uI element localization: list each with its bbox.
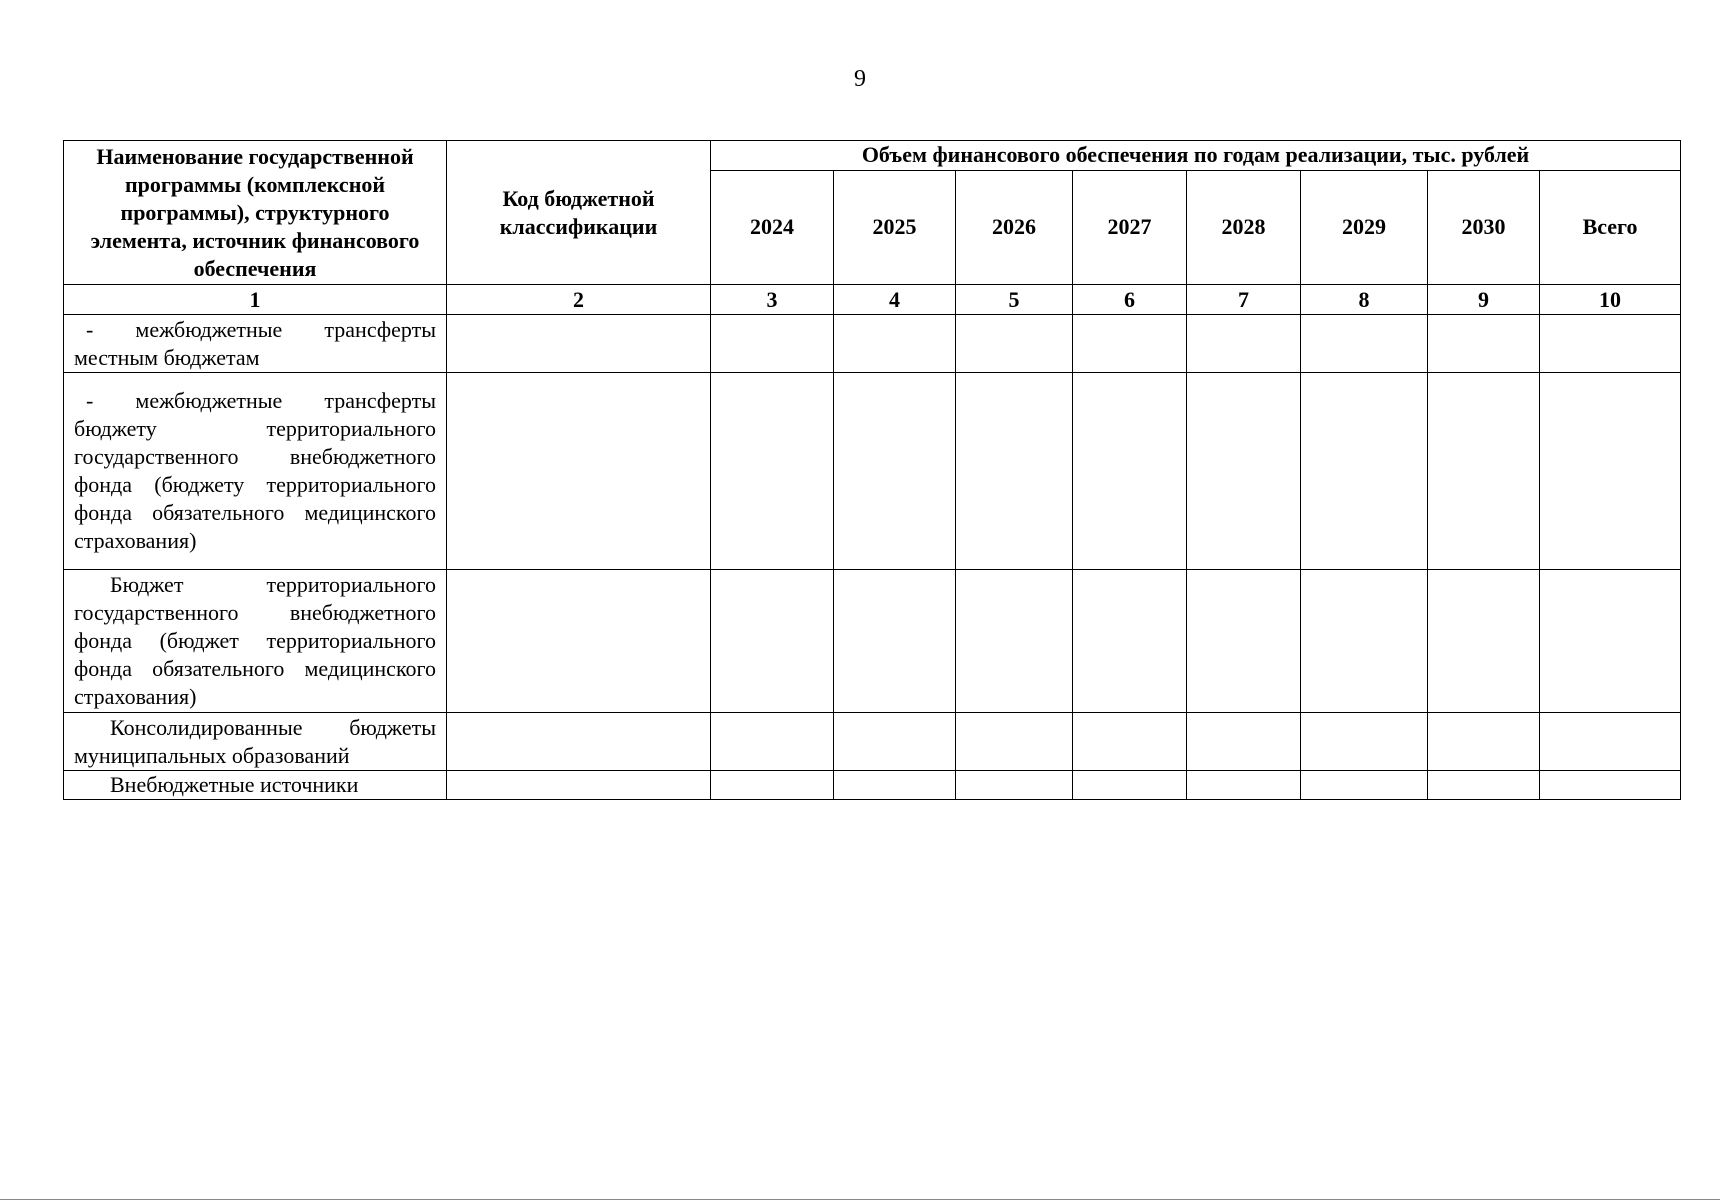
table-cell <box>834 315 956 373</box>
table-cell <box>447 373 711 570</box>
row-name: - межбюджетные трансферты бюджету территориального государственного внебюджетного фонда (бюджету территориального фонда обязательного медицинского страхования) <box>74 388 436 553</box>
column-number: 10 <box>1540 285 1681 315</box>
table-cell <box>1301 771 1428 800</box>
table-cell <box>1073 713 1187 771</box>
table-cell <box>711 315 834 373</box>
table-cell <box>956 373 1073 570</box>
table-cell <box>1540 315 1681 373</box>
table-cell <box>1187 771 1301 800</box>
table-cell <box>1428 315 1540 373</box>
table-cell <box>1187 570 1301 713</box>
row-name-cell <box>64 315 447 373</box>
header-year-2026: 2026 <box>956 170 1073 284</box>
table-row <box>64 713 1681 771</box>
table-cell <box>1301 373 1428 570</box>
table-row <box>64 373 1681 570</box>
column-number: 7 <box>1187 285 1301 315</box>
table-row <box>64 570 1681 713</box>
header-row-top <box>64 141 1681 171</box>
financing-table <box>63 140 1681 800</box>
header-year-2025: 2025 <box>834 170 956 284</box>
header-total: Всего <box>1540 170 1681 284</box>
header-year-2030: 2030 <box>1428 170 1540 284</box>
row-name: - межбюджетные трансферты местным бюджетам <box>74 316 436 370</box>
table-cell <box>1073 570 1187 713</box>
row-name-cell <box>64 373 447 570</box>
table-cell <box>1301 570 1428 713</box>
table-cell <box>711 771 834 800</box>
table-cell <box>1187 713 1301 771</box>
table-cell <box>1187 373 1301 570</box>
table-cell <box>1428 373 1540 570</box>
table-cell <box>1540 570 1681 713</box>
table-cell <box>834 373 956 570</box>
table-cell <box>834 771 956 800</box>
table-cell <box>956 713 1073 771</box>
column-number: 6 <box>1073 285 1187 315</box>
table-cell <box>711 373 834 570</box>
table-cell <box>1540 713 1681 771</box>
table-cell <box>1073 771 1187 800</box>
header-year-2029: 2029 <box>1301 170 1428 284</box>
row-name-cell <box>64 570 447 713</box>
column-number: 4 <box>834 285 956 315</box>
table-cell <box>447 315 711 373</box>
header-year-2028: 2028 <box>1187 170 1301 284</box>
row-name: Консолидированные бюджеты муниципальных образований <box>74 714 436 768</box>
row-name: Внебюджетные источники <box>110 772 359 797</box>
table-row <box>64 315 1681 373</box>
header-year-2027: 2027 <box>1073 170 1187 284</box>
table-cell <box>1073 315 1187 373</box>
table-row <box>64 771 1681 800</box>
table-cell <box>1187 315 1301 373</box>
row-name-cell <box>64 771 447 800</box>
table-cell <box>711 713 834 771</box>
row-name-cell <box>64 713 447 771</box>
table-cell <box>1301 713 1428 771</box>
table-cell <box>956 570 1073 713</box>
table-cell <box>834 713 956 771</box>
row-name: Бюджет территориального государственного внебюджетного фонда (бюджет территориального фонда обязательного медицинского страхования) <box>74 572 436 709</box>
header-name-column: Наименование государственной программы (комплексной программы), структурного элемента, источник финансового обеспечения <box>64 141 447 285</box>
column-number: 2 <box>447 285 711 315</box>
column-number-row <box>64 285 1681 315</box>
column-number: 5 <box>956 285 1073 315</box>
table-cell <box>447 713 711 771</box>
table-cell <box>956 315 1073 373</box>
header-volume-group: Объем финансового обеспечения по годам реализации, тыс. рублей <box>711 141 1681 171</box>
table-cell <box>1540 373 1681 570</box>
table-cell <box>1428 570 1540 713</box>
table-cell <box>1073 373 1187 570</box>
table-cell <box>447 570 711 713</box>
header-code-column: Код бюджетной классификации <box>447 141 711 285</box>
column-number: 1 <box>64 285 447 315</box>
column-number: 3 <box>711 285 834 315</box>
table-cell <box>711 570 834 713</box>
table-cell <box>1540 771 1681 800</box>
page-number: 9 <box>854 66 866 92</box>
table-cell <box>1428 713 1540 771</box>
column-number: 9 <box>1428 285 1540 315</box>
header-year-2024: 2024 <box>711 170 834 284</box>
column-number: 8 <box>1301 285 1428 315</box>
table-cell <box>447 771 711 800</box>
table-cell <box>834 570 956 713</box>
table-cell <box>956 771 1073 800</box>
table-cell <box>1301 315 1428 373</box>
table-cell <box>1428 771 1540 800</box>
